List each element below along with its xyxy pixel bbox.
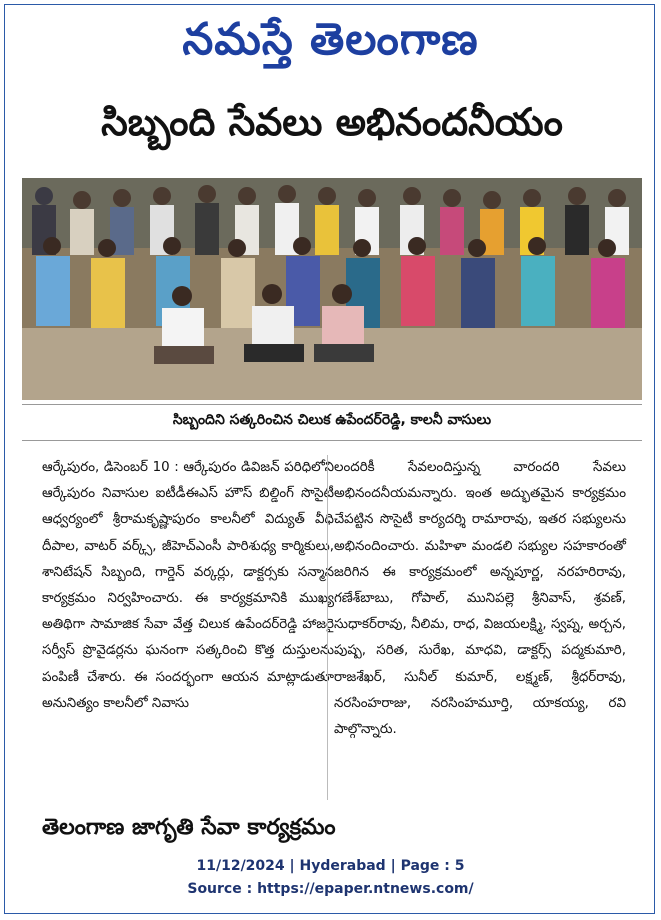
newspaper-masthead: నమస్తే తెలంగాణ	[182, 14, 479, 65]
caption-rule-bottom	[22, 440, 642, 441]
article-column-right	[334, 455, 626, 743]
footer-date-line: 11/12/2024 | Hyderabad | Page : 5	[196, 858, 465, 874]
next-article-headline-cutoff: తెలంగాణ జాగృతి సేవా కార్యక్రమం	[42, 815, 336, 840]
photo-caption: సిబ్బందిని సత్కరించిన చిలుక ఉపేందర్‌రెడ్డి, కాలనీ వాసులు	[172, 412, 492, 428]
article-column-left	[42, 455, 334, 717]
article-text-right: లందరికీ సేవలందిస్తున్న వారందరి సేవలు అభినందనీయమన్నారు. ఇంత అద్భుతమైన కార్యక్రమం చేపట్టిన సొసైటీ కార్యదర్శి రామారావు, ఇతర సభ్యులను అభినందించారు. మహిళా మండలి సభ్యుల సహకారంతో జరిగిన ఈ కార్యక్రమంలో అన్నపూర్ణ, నరహరిరావు, గణేశ్‌బాబు, గోపాల్, మునిపల్లె శ్రీనివాస్, శ్రవణ్, సుధాకర్‌రావు, నీలిమ, రాధ, విజయలక్ష్మి, స్వప్న, అర్చన, పుష్ప, సరిత, సురేఖ, మాధవి, డాక్టర్స్ పద్మకుమారి, రాజశేఖర్, సునీల్ కుమార్, లక్ష్మణ్, శ్రీధర్‌రావు, నరసింహరాజు, నరసింహమూర్తి, యాకయ్య, రవి పాల్గొన్నారు.	[334, 460, 626, 738]
article-headline: సిబ్బంది సేవలు అభినందనీయం	[101, 100, 563, 144]
group-photo	[22, 178, 642, 400]
footer-source-line: Source : https://epaper.ntnews.com/	[187, 881, 474, 897]
article-text-left: ఆర్కేపురం, డిసెంబర్ 10 : ఆర్కేపురం డివిజన్ పరిధిలోని ఆర్కేపురం నివాసుల ఐటీడీఈఎస్ హౌస్ బిల్డింగ్ సొసైటీ ఆధ్వర్యంలో శ్రీరామకృష్ణాపురం కాలనీలో విద్యుత్ వీధి దీపాల, వాటర్ వర్క్స్, జీహెచ్ఎంసీ పారిశుధ్య కార్మికులు, శానిటేషన్ సిబ్బంది, గార్డెన్ వర్కర్లు, డాక్టర్సకు సన్మాన కార్యక్రమం నిర్వహించారు. ఈ కార్యక్రమానికి ముఖ్య అతిథిగా సామాజిక సేవా వేత్త చిలుక ఉపేందర్‌రెడ్డి హాజరై సర్వీస్ ప్రొవైడర్లను ఘనంగా సత్కరించి కొత్త దుస్తులను పంపిణీ చేశారు. ఈ సందర్భంగా ఆయన మాట్లాడుతూ అనునిత్యం కాలనీలో నివాసు	[42, 460, 334, 711]
caption-rule-top	[22, 404, 642, 405]
column-divider	[327, 455, 328, 800]
